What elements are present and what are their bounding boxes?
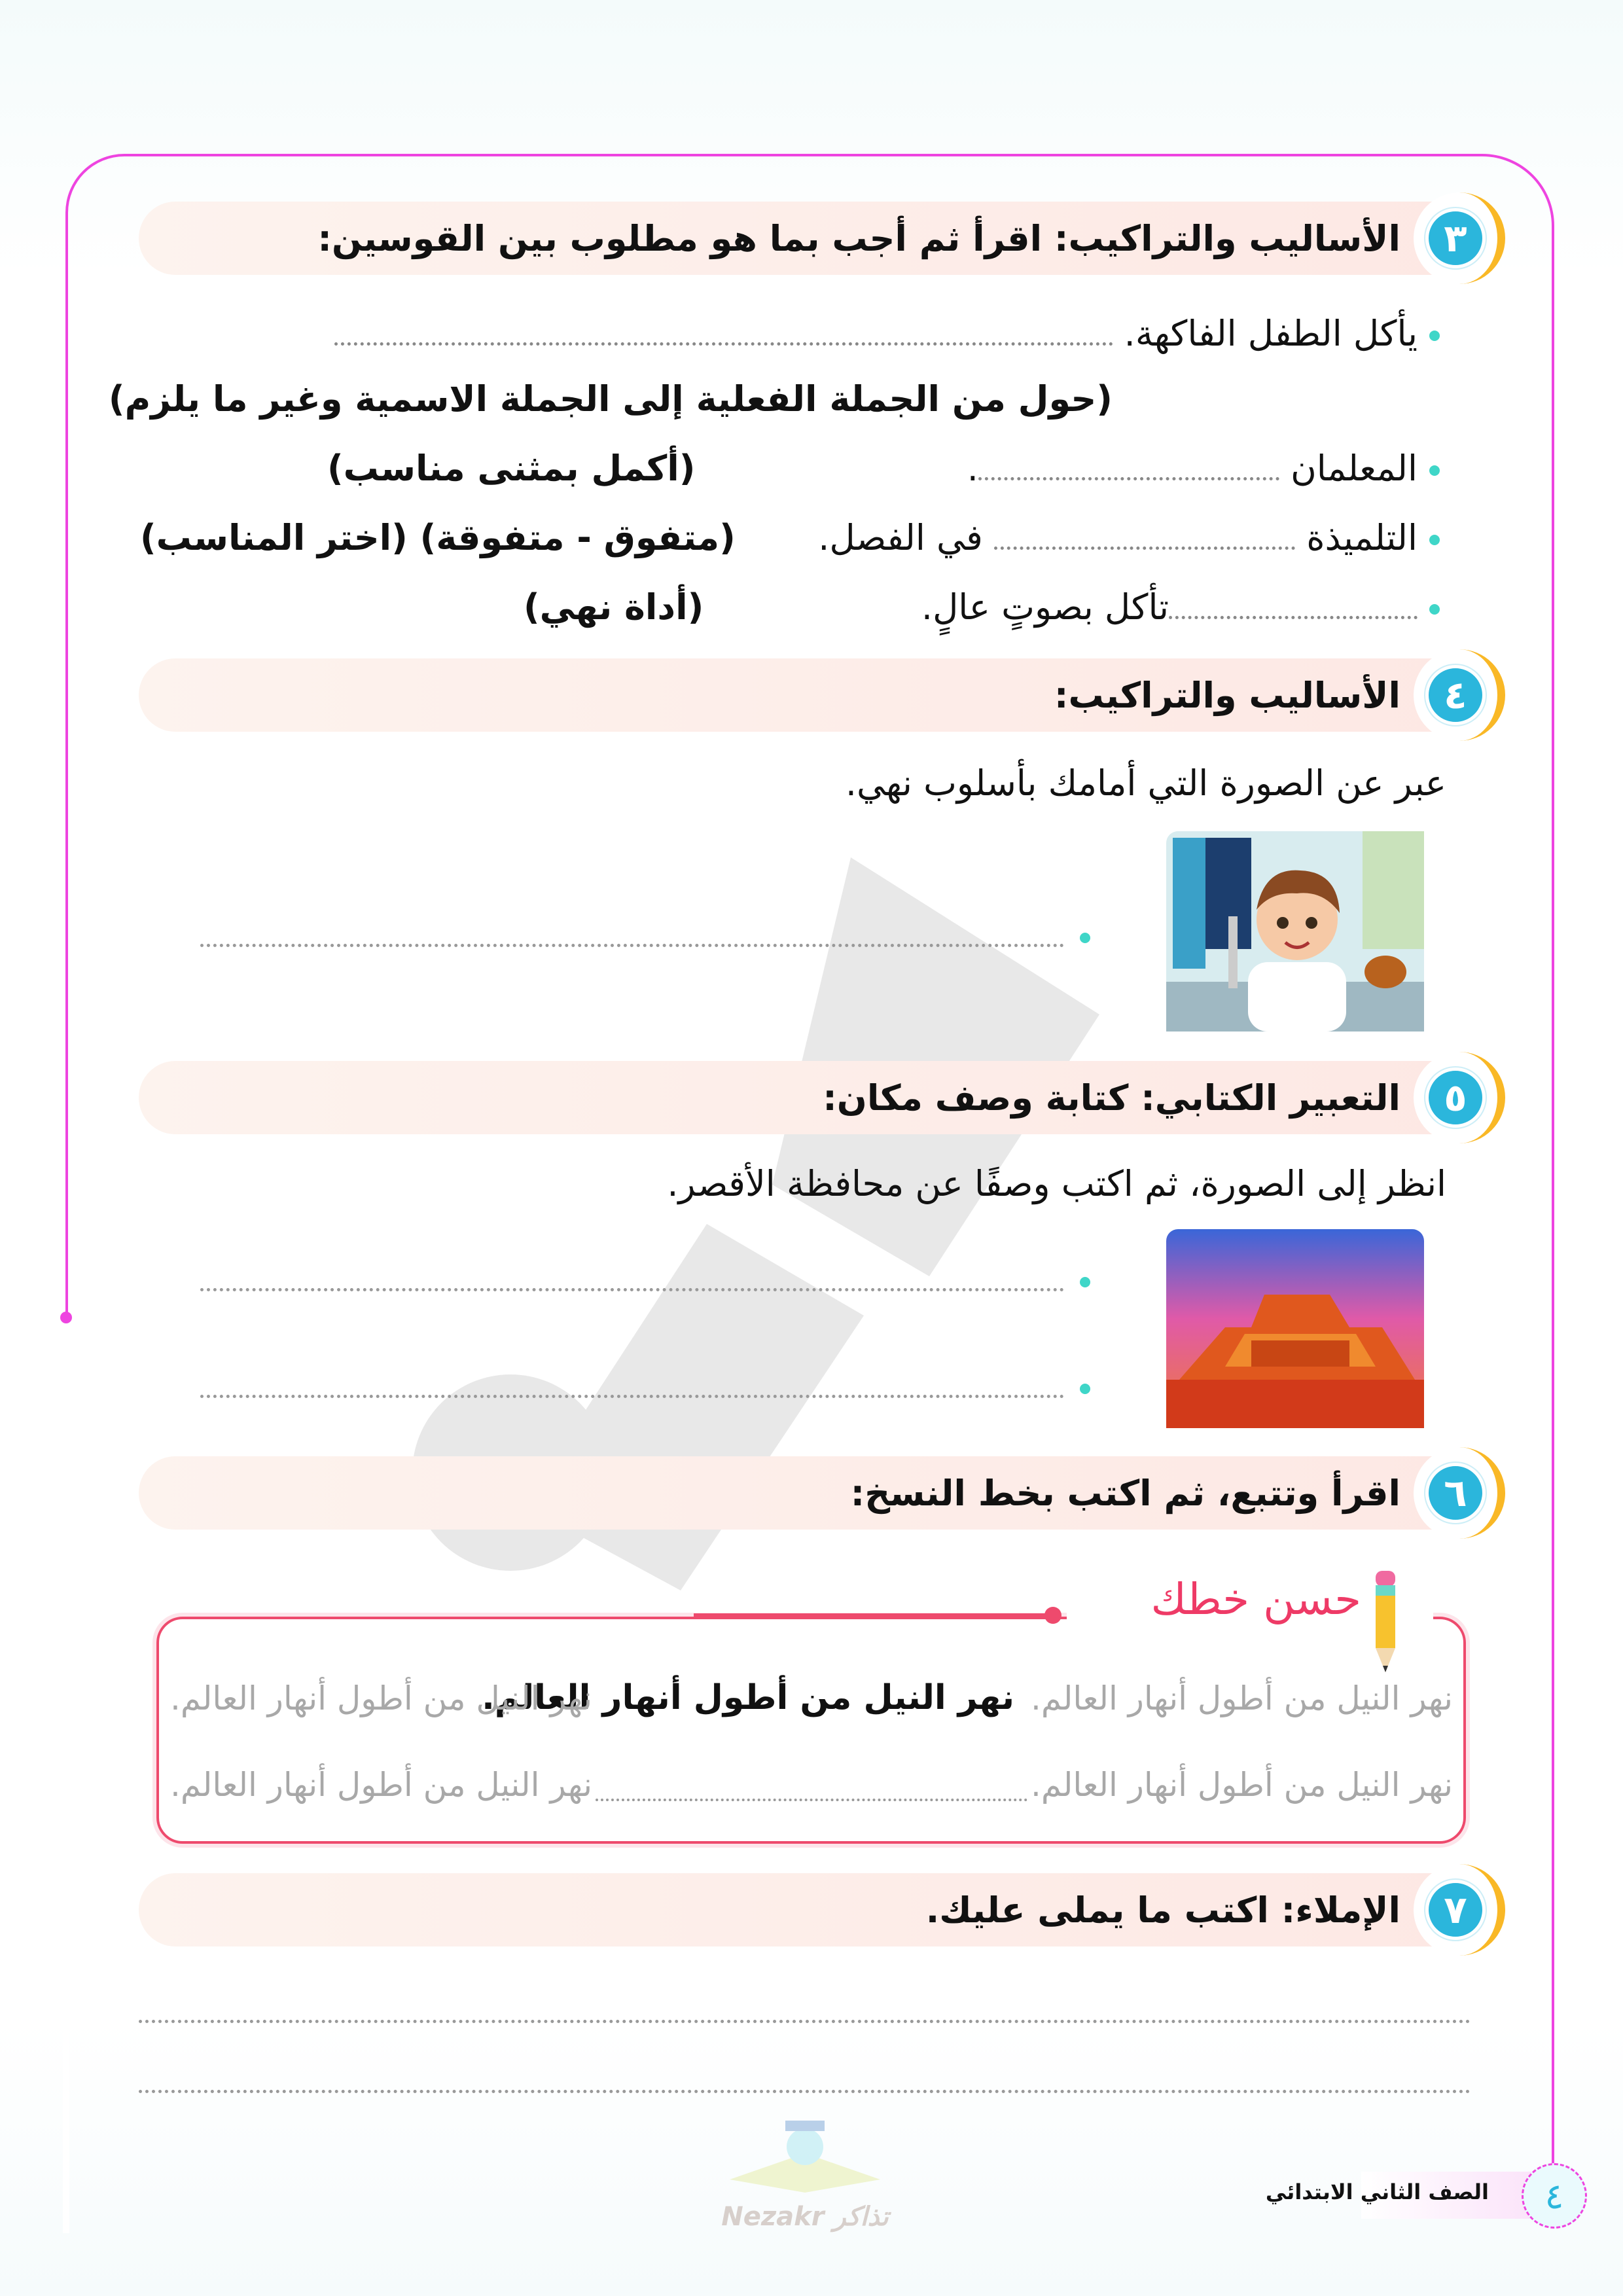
frame-dot xyxy=(60,1312,72,1323)
section-title: التعبير الكتابي: كتابة وصف مكان: xyxy=(823,1077,1400,1119)
answer-line[interactable] xyxy=(200,1395,1064,1398)
frame-mask xyxy=(63,1317,69,2233)
question-line-4 xyxy=(921,586,1440,628)
question-hint-4: (أداة نهي) xyxy=(524,586,704,628)
section7-number-badge xyxy=(1414,1864,1505,1956)
section-number: ٥ xyxy=(1425,1067,1486,1128)
section3-header xyxy=(139,202,1486,275)
footer-grade: الصف الثاني الابتدائي xyxy=(1265,2179,1489,2204)
bullet-icon xyxy=(1429,465,1440,476)
section5-number-badge xyxy=(1414,1052,1505,1143)
section-number: ٦ xyxy=(1425,1463,1486,1523)
section-title: اقرأ وتتبع، ثم اكتب بخط النسخ: xyxy=(850,1472,1400,1514)
question-text: تأكل بصوتٍ عالٍ. xyxy=(921,586,1169,628)
handwriting-title: حسن خطك xyxy=(1150,1574,1361,1624)
question-text: التلميذة xyxy=(1306,517,1418,558)
section5-header xyxy=(139,1061,1486,1134)
bullet-icon xyxy=(1080,1277,1090,1287)
section4-header xyxy=(139,658,1486,732)
trace-text[interactable]: نهر النيل من أطول أنهار العالم. xyxy=(170,1679,592,1717)
answer-blank[interactable] xyxy=(978,477,1279,480)
answer-blank[interactable] xyxy=(994,547,1295,550)
section-number: ٣ xyxy=(1425,208,1486,268)
section-title: الإملاء: اكتب ما يملى عليك. xyxy=(925,1889,1400,1931)
bullet-icon xyxy=(1429,331,1440,341)
answer-blank[interactable] xyxy=(1169,616,1418,619)
section7-header xyxy=(139,1873,1486,1946)
section6-number-badge xyxy=(1414,1447,1505,1539)
dictation-line[interactable] xyxy=(139,2090,1471,2093)
answer-line[interactable] xyxy=(200,1288,1064,1291)
handwriting-answer-line[interactable] xyxy=(596,1799,1027,1801)
section4-number-badge xyxy=(1414,649,1505,741)
trace-text[interactable]: نهر النيل من أطول أنهار العالم. xyxy=(170,1766,592,1804)
question-text-end: . xyxy=(967,448,978,489)
question-hint-2: (أكمل بمثنى مناسب) xyxy=(327,448,696,489)
section-number: ٧ xyxy=(1425,1880,1486,1940)
box-title-line xyxy=(694,1613,1054,1617)
bullet-icon xyxy=(1429,535,1440,545)
question-hint-3: (متفوق - متفوقة) (اختر المناسب) xyxy=(140,517,736,558)
box-title-dot xyxy=(1044,1607,1061,1624)
section4-prompt: عبر عن الصورة التي أمامك بأسلوب نهي. xyxy=(845,762,1446,804)
handwriting-box xyxy=(156,1617,1466,1844)
question-line-2 xyxy=(967,448,1440,489)
question-text-end: في الفصل. xyxy=(818,517,983,558)
logo-graphic xyxy=(717,2114,893,2199)
model-text: نهر النيل من أطول أنهار العالم. xyxy=(482,1678,1014,1717)
section5-prompt: انظر إلى الصورة، ثم اكتب وصفًا عن محافظة الأقصر. xyxy=(667,1163,1446,1204)
question-hint-1: (حول من الجملة الفعلية إلى الجملة الاسمية وغير ما يلزم) xyxy=(108,378,1113,420)
bullet-icon xyxy=(1080,933,1090,943)
question-line-3 xyxy=(818,517,1440,558)
boy-kitchen-image xyxy=(1166,831,1424,1031)
trace-text[interactable]: نهر النيل من أطول أنهار العالم. xyxy=(1031,1679,1453,1717)
bullet-icon xyxy=(1429,604,1440,615)
trace-text[interactable]: نهر النيل من أطول أنهار العالم. xyxy=(1031,1766,1453,1804)
section-title: الأساليب والتراكيب: xyxy=(1054,674,1400,716)
question-text: يأكل الطفل الفاكهة. xyxy=(1124,313,1418,354)
section6-header xyxy=(139,1456,1486,1530)
page-number: ٤ xyxy=(1522,2163,1587,2229)
nezakr-logo xyxy=(717,2114,893,2238)
answer-blank[interactable] xyxy=(334,342,1113,346)
question-line-1 xyxy=(334,313,1440,354)
section-title: الأساليب والتراكيب: اقرأ ثم أجب بما هو مطلوب بين القوسين: xyxy=(317,217,1400,259)
logo-text: Nezakr تذاكر xyxy=(721,2202,889,2232)
answer-line[interactable] xyxy=(200,944,1064,947)
section-number: ٤ xyxy=(1425,665,1486,725)
bullet-icon xyxy=(1080,1384,1090,1394)
dictation-line[interactable] xyxy=(139,2020,1471,2023)
luxor-temple-image xyxy=(1166,1229,1424,1428)
section3-number-badge xyxy=(1414,192,1505,284)
question-text: المعلمان xyxy=(1291,448,1418,489)
pencil-icon xyxy=(1361,1564,1414,1676)
